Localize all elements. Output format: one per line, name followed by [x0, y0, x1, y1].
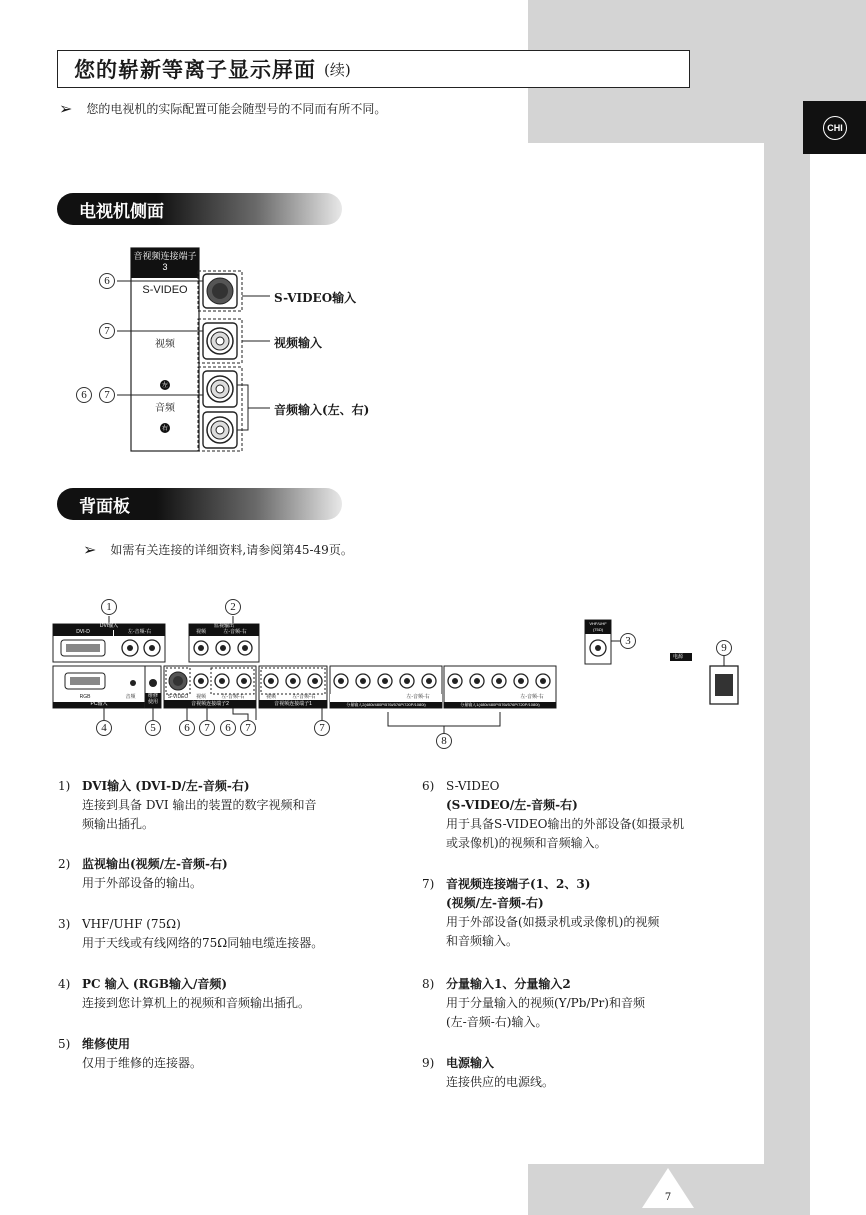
desc-2-body-1: 用于外部设备的输出。 [82, 876, 203, 890]
back-text-pc-audio: 音频 [125, 694, 136, 700]
desc-2-num: 2) [58, 857, 71, 871]
back-panel-diagram [48, 596, 758, 766]
top-note [59, 99, 386, 118]
back-text-vhf: VHF/UHF (75Ω) [589, 621, 607, 632]
back-text-av1: 音视频连接端子1 [274, 701, 312, 707]
desc-item-7 [422, 875, 762, 951]
desc-7-body-2: 和音频输入。 [446, 934, 519, 948]
callout-svideo: S-VIDEO输入 [274, 291, 357, 305]
back-text-service: 维修使用 [147, 693, 158, 705]
back-text-av1-video: 视频 [265, 694, 276, 700]
back-number-9: 9 [716, 640, 732, 656]
back-text-av2: 音视频连接端子2 [191, 701, 229, 707]
top-note-text: 您的电视机的实际配置可能会随型号的不同而有所不同。 [86, 102, 387, 116]
callout-audio: 音频输入(左、右) [274, 403, 370, 417]
arrow-icon: ➢ [59, 99, 73, 118]
side-label-video: 视频 [155, 339, 175, 350]
desc-1-body-2: 频输出插孔。 [82, 817, 155, 831]
desc-item-5 [58, 1035, 398, 1073]
desc-6-num: 6) [422, 779, 435, 793]
back-number-7c: 7 [314, 720, 330, 736]
desc-8-body-1: 用于分量输入的视频(Y/Pb/Pr)和音频 [446, 996, 645, 1010]
back-number-7a: 7 [199, 720, 215, 736]
desc-item-1 [58, 777, 398, 834]
desc-7-body-1: 用于外部设备(如摄录机或录像机)的视频 [446, 915, 660, 929]
desc-item-8 [422, 975, 762, 1032]
page-number [640, 1166, 696, 1208]
section-title-back: 背面板 [57, 488, 342, 520]
page-title-main: 您的崭新等离子显示屏面 [74, 57, 316, 82]
desc-9-num: 9) [422, 1056, 435, 1070]
back-text-comp1-audio: 左-音频-右 [520, 694, 544, 700]
desc-9-title: 电源输入 [446, 1056, 495, 1070]
desc-6-body-2: 或录像机)的视频和音频输入。 [446, 836, 607, 850]
arrow-icon-2: ➢ [83, 540, 97, 559]
desc-3-num: 3) [58, 917, 71, 931]
desc-8-body-2: (左-音频-右)输入。 [446, 1015, 548, 1029]
back-text-dvi-d: DVI-D [76, 629, 90, 635]
language-badge [803, 101, 866, 154]
desc-item-4 [58, 975, 398, 1013]
back-number-2: 2 [225, 599, 241, 615]
side-label-svideo: S-VIDEO [142, 284, 188, 296]
desc-1-body-1: 连接到具备 DVI 输出的装置的数字视频和音 [82, 798, 317, 812]
desc-9-body-1: 连接供应的电源线。 [446, 1075, 555, 1089]
desc-5-num: 5) [58, 1037, 71, 1051]
back-text-power: 电源 [672, 654, 683, 660]
desc-item-9 [422, 1054, 762, 1092]
desc-7-title: 音视频连接端子(1、2、3) [446, 877, 591, 891]
back-text-monitor-audio: 左-音频-右 [223, 629, 247, 635]
page-number-text: 7 [664, 1192, 672, 1203]
side-number-6b: 6 [76, 387, 92, 403]
back-text-monitor-video: 视频 [195, 629, 206, 635]
back-text-dvi-in: DVI输入 [99, 623, 119, 629]
side-number-7b: 7 [99, 387, 115, 403]
back-number-1: 1 [101, 599, 117, 615]
side-label-right: 右 [161, 426, 168, 432]
back-text-dvi-audio: 左-音频-右 [127, 629, 152, 635]
language-badge-label: CHI [823, 116, 847, 140]
page-title-sub: (续) [324, 60, 351, 79]
back-text-rgb: RGB [79, 694, 91, 700]
back-text-av2-video: 视频 [195, 694, 206, 700]
back-number-3: 3 [620, 633, 636, 649]
desc-6-title2: (S-VIDEO/左-音频-右) [446, 798, 578, 812]
side-panel-figure [60, 244, 420, 459]
back-number-5: 5 [145, 720, 161, 736]
back-note-text: 如需有关连接的详细资料,请参阅第45-49页。 [110, 543, 353, 557]
desc-1-title: DVI输入 (DVI-D/左-音频-右) [82, 779, 250, 793]
desc-3-title: VHF/UHF (75Ω) [82, 917, 181, 931]
back-text-svideo: S-VIDEO [167, 694, 189, 700]
side-label-left: 左 [161, 383, 168, 389]
back-text-comp2-audio: 左-音频-右 [406, 694, 430, 700]
back-number-8: 8 [436, 733, 452, 749]
back-text-comp2: 分量输入2(480i/480P/576i/576P/720P/1080i) [346, 702, 426, 707]
back-text-comp1: 分量输入1(480i/480P/576i/576P/720P/1080i) [460, 702, 540, 707]
desc-8-title: 分量输入1、分量输入2 [446, 977, 571, 991]
desc-1-num: 1) [58, 779, 71, 793]
side-label-audio: 音频 [155, 403, 175, 414]
back-text-av2-audio: 左-音频-右 [221, 694, 245, 700]
desc-4-num: 4) [58, 977, 71, 991]
desc-6-title: S-VIDEO [446, 779, 500, 793]
page-title [57, 50, 690, 88]
section-title-side: 电视机侧面 [57, 193, 342, 225]
back-number-6b: 6 [220, 720, 236, 736]
callout-video: 视频输入 [274, 336, 323, 350]
desc-item-3 [58, 915, 398, 953]
back-text-pc-in: PC输入 [90, 701, 108, 707]
back-number-7b: 7 [240, 720, 256, 736]
gray-block-right [764, 0, 810, 1215]
desc-3-body-1: 用于天线或有线网络的75Ω同轴电缆连接器。 [82, 936, 324, 950]
desc-8-num: 8) [422, 977, 435, 991]
side-panel-header: 音视频连接端子3 [133, 251, 197, 272]
desc-7-num: 7) [422, 877, 435, 891]
desc-4-body-1: 连接到您计算机上的视频和音频输出插孔。 [82, 996, 311, 1010]
desc-item-6 [422, 777, 762, 853]
desc-5-body-1: 仅用于维修的连接器。 [82, 1056, 203, 1070]
desc-7-title2: (视频/左-音频-右) [446, 896, 544, 910]
side-number-7: 7 [99, 323, 115, 339]
desc-item-2 [58, 855, 398, 893]
back-text-av1-audio: 左-音频-右 [292, 694, 316, 700]
desc-6-body-1: 用于具备S-VIDEO输出的外部设备(如摄录机 [446, 817, 685, 831]
back-text-monitor-out: 监视输出 [213, 623, 234, 629]
desc-4-title: PC 输入 (RGB输入/音频) [82, 977, 228, 991]
back-number-6a: 6 [179, 720, 195, 736]
side-number-6: 6 [99, 273, 115, 289]
desc-5-title: 维修使用 [82, 1037, 131, 1051]
back-panel-figure [48, 596, 758, 766]
desc-2-title: 监视输出(视频/左-音频-右) [82, 857, 228, 871]
back-note [83, 540, 353, 559]
back-number-4: 4 [96, 720, 112, 736]
